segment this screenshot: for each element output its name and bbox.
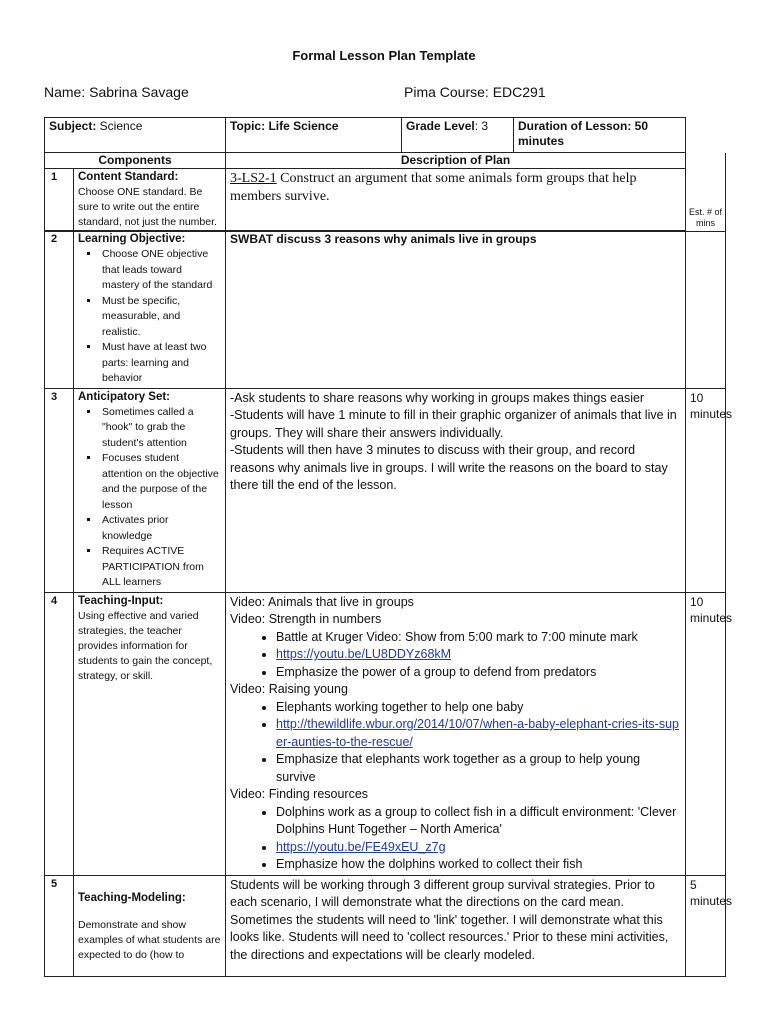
video-link[interactable]: https://youtu.be/FE49xEU_z7g (276, 839, 446, 854)
list-item: ▪ Activates prior knowledge (100, 513, 221, 544)
list-item: • Emphasize that elephants work together as a group to help young survive (276, 751, 681, 786)
column-header-row (45, 153, 726, 169)
topic-cell: Topic: Life Science (226, 118, 402, 153)
table-row: 3 Anticipatory Set: ▪ Sometimes called a "hook" to grab the student's attention ▪ Focuses student attention on the objective and the purpose of the lesson ▪ Activates prior knowledge ▪ Requires ACTIVE PARTICIPATION from ALL learners -Ask students to share reasons why working in groups makes things easier -Students will have 1 minute to fill in their graphic organizer of animals that live in groups. They will share their answers individually. -Students will then have 3 minutes to discuss with their group, and record reasons why animals live in groups. I will write the reasons on the board to stay there till the end of the lesson. 10 minutes (45, 388, 726, 592)
component-cell: Teaching-Input: Using effective and varied strategies, the teacher provides information for students to gain the concept, strategy, or skill. (74, 592, 226, 875)
table-row: 1 Content Standard: Choose ONE standard. Be sure to write out the entire standard, not just the number. 3-LS2-1 Construct an argument that some animals form groups that help members survive. (45, 169, 726, 232)
video-link[interactable]: http://thewildlife.wbur.org/2014/10/07/when-a-baby-elephant-cries-its-super-aunties-to-the-rescue/ (276, 717, 680, 749)
lesson-plan-table-body (44, 230, 733, 977)
description-cell: Students will be working through 3 different group survival strategies. Prior to each scenario, I will demonstrate what the directions on the card mean. Sometimes the students will need to 'link' together. I will demonstrate what this looks like. Students will need to 'collect resources.' Prior to these mini activities, the directions and expectations will be clearly modeled. (226, 875, 686, 976)
list-item (276, 646, 681, 664)
description-cell: 3-LS2-1 Construct an argument that some animals form groups that help members survive. (226, 169, 686, 232)
subject-cell: Subject: Science (45, 118, 226, 153)
list-item: ▪ Choose ONE objective that leads toward mastery of the standard (100, 247, 221, 294)
list-item: ▪ Must have at least two parts: learning and behavior (100, 340, 221, 387)
list-item: • Battle at Kruger Video: Show from 5:00 mark to 7:00 minute mark (276, 629, 681, 647)
component-cell: Anticipatory Set: ▪ Sometimes called a "hook" to grab the student's attention ▪ Focuses student attention on the objective and the purpose of the lesson ▪ Activates prior knowledge ▪ Requires ACTIVE PARTICIPATION from ALL learners (74, 388, 226, 592)
lesson-plan-table (44, 117, 726, 232)
est-mins-heading: Est. # of mins (686, 153, 726, 232)
list-item: ▪ Requires ACTIVE PARTICIPATION from ALL learners (100, 544, 221, 591)
table-row: 2 Learning Objective: ▪ Choose ONE objective that leads toward mastery of the standard ▪ Must be specific, measurable, and realistic. ▪ Must have at least two parts: learning and behavior SWBAT discuss 3 reasons why animals live in groups (45, 231, 726, 389)
mins-cell (686, 231, 726, 389)
header-row (45, 118, 726, 153)
list-item: • Dolphins work as a group to collect fish in a difficult environment: 'Clever Dolphins Hunt Together – North America' (276, 804, 681, 839)
mins-cell: 5 minutes (686, 875, 726, 976)
list-item (276, 716, 681, 751)
list-item: • Emphasize how the dolphins worked to collect their fish (276, 856, 681, 874)
list-item: ▪ Focuses student attention on the objective and the purpose of the lesson (100, 451, 221, 513)
description-cell: SWBAT discuss 3 reasons why animals live in groups (226, 231, 686, 389)
list-item: ▪ Sometimes called a "hook" to grab the student's attention (100, 405, 221, 452)
component-cell: Teaching-Modeling: Demonstrate and show examples of what students are expected to do (how to (74, 875, 226, 976)
table-row: 5 Teaching-Modeling: Demonstrate and show examples of what students are expected to do (how to Students will be working through 3 different group survival strategies. Prior to each scenario, I will demonstrate what the directions on the card mean. Sometimes the students will need to 'link' together. I will demonstrate what this looks like. Students will need to 'collect resources.' Prior to these mini activities, the directions and expectations will be clearly modeled. 5 minutes (45, 875, 726, 976)
list-item (276, 839, 681, 857)
grade-cell: Grade Level: 3 (402, 118, 514, 153)
description-cell: -Ask students to share reasons why working in groups makes things easier -Students will have 1 minute to fill in their graphic organizer of animals that live in groups. They will share their answers individually. -Students will then have 3 minutes to discuss with their group, and record reasons why animals live in groups. I will write the reasons on the board to stay there till the end of the lesson. (226, 388, 686, 592)
component-cell: Content Standard: Choose ONE standard. Be sure to write out the entire standard, not just the number. (74, 169, 226, 232)
components-heading: Components (45, 153, 226, 169)
document-title: Formal Lesson Plan Template (292, 48, 476, 63)
table-row: 4 Teaching-Input: Using effective and varied strategies, the teacher provides information for students to gain the concept, strategy, or skill. Video: Animals that live in groups Video: Strength in numbers • Battle at Kruger Video: Show from 5:00 mark to 7:00 minute mark • https://youtu.be/LU8DDYz68kM • Emphasize the power of a group to defend from predators Video: Raising young • Elephants working together to help one baby • http://thewildlife.wbur.org/2014/10/07/when-a-baby-elephant-cries-its-super-aunties-to-the-rescue/ • Emphasize that elephants work together as a group to help young survive Video: Finding resources • Dolphins work as a group to collect fish in a difficult environment: 'Clever Dolphins Hunt Together – North America' • https://youtu.be/FE49xEU_z7g • Emphasize how the dolphins worked to collect their fish 10 minutes (45, 592, 726, 875)
list-item: • Elephants working together to help one baby (276, 699, 681, 717)
duration-cell: Duration of Lesson: 50 minutes (514, 118, 686, 153)
description-cell: Video: Animals that live in groups Video: Strength in numbers • Battle at Kruger Video: Show from 5:00 mark to 7:00 minute mark • https://youtu.be/LU8DDYz68kM • Emphasize the power of a group to defend from predators Video: Raising young • Elephants working together to help one baby • http://thewildlife.wbur.org/2014/10/07/when-a-baby-elephant-cries-its-super-aunties-to-the-rescue/ • Emphasize that elephants work together as a group to help young survive Video: Finding resources • Dolphins work as a group to collect fish in a difficult environment: 'Clever Dolphins Hunt Together – North America' • https://youtu.be/FE49xEU_z7g • Emphasize how the dolphins worked to collect their fish (226, 592, 686, 875)
mins-cell: 10 minutes (686, 388, 726, 592)
list-item: • Emphasize the power of a group to defend from predators (276, 664, 681, 682)
student-name: Name: Sabrina Savage (44, 84, 189, 100)
description-heading: Description of Plan (226, 153, 686, 169)
mins-cell: 10 minutes (686, 592, 726, 875)
video-link[interactable]: https://youtu.be/LU8DDYz68kM (276, 647, 452, 661)
list-item: ▪ Must be specific, measurable, and realistic. (100, 294, 221, 341)
component-cell: Learning Objective: ▪ Choose ONE objective that leads toward mastery of the standard ▪ Must be specific, measurable, and realistic. ▪ Must have at least two parts: learning and behavior (74, 231, 226, 389)
course-name: Pima Course: EDC291 (404, 84, 546, 100)
